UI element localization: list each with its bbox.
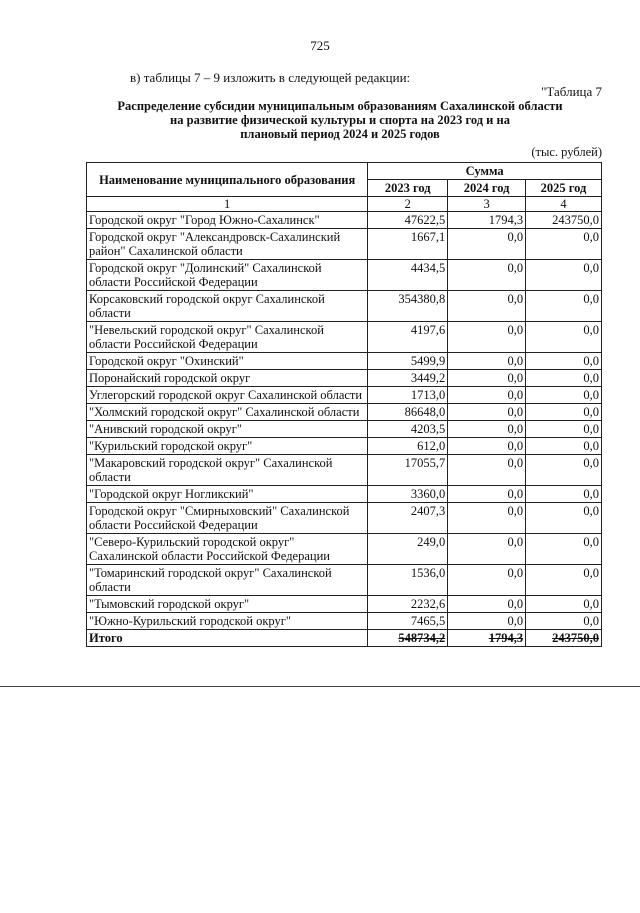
municipality-name: "Северо-Курильский городской округ" Сахалинской области Российской Федерации bbox=[87, 534, 368, 565]
table-row bbox=[87, 565, 602, 596]
value-2025: 0,0 bbox=[526, 404, 602, 421]
table-row bbox=[87, 438, 602, 455]
value-2023: 1536,0 bbox=[368, 565, 448, 596]
value-2024: 1794,3 bbox=[448, 630, 526, 647]
header-year-2023: 2023 год bbox=[368, 180, 448, 197]
value-2024: 1794,3 bbox=[448, 212, 526, 229]
table-row bbox=[87, 387, 602, 404]
value-2023: 47622,5 bbox=[368, 212, 448, 229]
value-2023: 612,0 bbox=[368, 438, 448, 455]
title-line: на развитие физической культуры и спорта на 2023 год и на bbox=[170, 113, 510, 127]
table-row bbox=[87, 291, 602, 322]
value-2023: 1667,1 bbox=[368, 229, 448, 260]
title-line: плановый период 2024 и 2025 годов bbox=[240, 127, 440, 141]
municipality-name: Городской округ "Долинский" Сахалинской области Российской Федерации bbox=[87, 260, 368, 291]
value-2024: 0,0 bbox=[448, 486, 526, 503]
table-row bbox=[87, 370, 602, 387]
value-2025: 0,0 bbox=[526, 596, 602, 613]
value-2023: 249,0 bbox=[368, 534, 448, 565]
header-year-2025: 2025 год bbox=[526, 180, 602, 197]
table-row bbox=[87, 260, 602, 291]
value-2023: 17055,7 bbox=[368, 455, 448, 486]
title-line: Распределение субсидии муниципальным образованиям Сахалинской области bbox=[117, 99, 563, 113]
municipality-name: "Южно-Курильский городской округ" bbox=[87, 613, 368, 630]
value-2025: 0,0 bbox=[526, 387, 602, 404]
value-2025: 0,0 bbox=[526, 353, 602, 370]
municipality-name: "Холмский городской округ" Сахалинской области bbox=[87, 404, 368, 421]
header-sum: Сумма bbox=[368, 163, 602, 180]
value-2024: 0,0 bbox=[448, 438, 526, 455]
value-2024: 0,0 bbox=[448, 404, 526, 421]
table-row bbox=[87, 613, 602, 630]
header-name: Наименование муниципального образования bbox=[87, 163, 368, 197]
value-2025: 0,0 bbox=[526, 260, 602, 291]
value-2025: 243750,0 bbox=[526, 630, 602, 647]
value-2024: 0,0 bbox=[448, 613, 526, 630]
value-2024: 0,0 bbox=[448, 421, 526, 438]
municipality-name: Углегорский городской округ Сахалинской области bbox=[87, 387, 368, 404]
value-2025: 243750,0 bbox=[526, 212, 602, 229]
value-2025: 0,0 bbox=[526, 565, 602, 596]
column-number: 2 bbox=[368, 197, 448, 212]
value-2024: 0,0 bbox=[448, 370, 526, 387]
table-row bbox=[87, 404, 602, 421]
units-label: (тыс. рублей) bbox=[531, 145, 602, 159]
value-2025: 0,0 bbox=[526, 322, 602, 353]
municipality-name: Городской округ "Город Южно-Сахалинск" bbox=[87, 212, 368, 229]
table-reference: "Таблица 7 bbox=[541, 84, 602, 99]
value-2024: 0,0 bbox=[448, 353, 526, 370]
value-2023: 3360,0 bbox=[368, 486, 448, 503]
table-row bbox=[87, 455, 602, 486]
municipality-name: "Курильский городской округ" bbox=[87, 438, 368, 455]
value-2023: 548734,2 bbox=[368, 630, 448, 647]
value-2024: 0,0 bbox=[448, 387, 526, 404]
value-2025: 0,0 bbox=[526, 421, 602, 438]
page-number: 725 bbox=[310, 38, 330, 53]
value-2025: 0,0 bbox=[526, 291, 602, 322]
municipality-name: Поронайский городской округ bbox=[87, 370, 368, 387]
subsidy-table bbox=[86, 162, 602, 647]
table-row bbox=[87, 486, 602, 503]
value-2025: 0,0 bbox=[526, 455, 602, 486]
value-2024: 0,0 bbox=[448, 260, 526, 291]
value-2024: 0,0 bbox=[448, 455, 526, 486]
value-2023: 4434,5 bbox=[368, 260, 448, 291]
value-2025: 0,0 bbox=[526, 534, 602, 565]
value-2023: 2407,3 bbox=[368, 503, 448, 534]
municipality-name: "Тымовский городской округ" bbox=[87, 596, 368, 613]
value-2023: 4203,5 bbox=[368, 421, 448, 438]
value-2025: 0,0 bbox=[526, 370, 602, 387]
municipality-name: "Анивский городской округ" bbox=[87, 421, 368, 438]
total-row bbox=[87, 630, 602, 647]
value-2025: 0,0 bbox=[526, 438, 602, 455]
municipality-name: "Невельский городской округ" Сахалинской области Российской Федерации bbox=[87, 322, 368, 353]
header-year-2024: 2024 год bbox=[448, 180, 526, 197]
value-2024: 0,0 bbox=[448, 322, 526, 353]
table-row bbox=[87, 229, 602, 260]
value-2024: 0,0 bbox=[448, 229, 526, 260]
value-2023: 86648,0 bbox=[368, 404, 448, 421]
table-row bbox=[87, 534, 602, 565]
table-row bbox=[87, 212, 602, 229]
intro-text: в) таблицы 7 – 9 изложить в следующей редакции: bbox=[130, 70, 411, 85]
strike-line bbox=[0, 686, 640, 687]
value-2024: 0,0 bbox=[448, 503, 526, 534]
value-2025: 0,0 bbox=[526, 486, 602, 503]
table-row bbox=[87, 503, 602, 534]
value-2023: 354380,8 bbox=[368, 291, 448, 322]
municipality-name: Корсаковский городской округ Сахалинской области bbox=[87, 291, 368, 322]
column-number: 1 bbox=[87, 197, 368, 212]
value-2025: 0,0 bbox=[526, 613, 602, 630]
value-2023: 1713,0 bbox=[368, 387, 448, 404]
value-2023: 4197,6 bbox=[368, 322, 448, 353]
table-row bbox=[87, 353, 602, 370]
table-row bbox=[87, 421, 602, 438]
value-2024: 0,0 bbox=[448, 534, 526, 565]
municipality-name: Итого bbox=[87, 630, 368, 647]
municipality-name: Городской округ "Александровск-Сахалинский район" Сахалинской области bbox=[87, 229, 368, 260]
value-2024: 0,0 bbox=[448, 565, 526, 596]
column-number: 4 bbox=[526, 197, 602, 212]
municipality-name: "Городской округ Ногликский" bbox=[87, 486, 368, 503]
municipality-name: Городской округ "Смирныховский" Сахалинской области Российской Федерации bbox=[87, 503, 368, 534]
value-2024: 0,0 bbox=[448, 291, 526, 322]
value-2023: 7465,5 bbox=[368, 613, 448, 630]
column-number-row bbox=[87, 197, 602, 212]
value-2025: 0,0 bbox=[526, 229, 602, 260]
value-2023: 3449,2 bbox=[368, 370, 448, 387]
table-row bbox=[87, 322, 602, 353]
municipality-name: Городской округ "Охинский" bbox=[87, 353, 368, 370]
value-2025: 0,0 bbox=[526, 503, 602, 534]
column-number: 3 bbox=[448, 197, 526, 212]
value-2024: 0,0 bbox=[448, 596, 526, 613]
municipality-name: "Макаровский городской округ" Сахалинской области bbox=[87, 455, 368, 486]
value-2023: 2232,6 bbox=[368, 596, 448, 613]
value-2023: 5499,9 bbox=[368, 353, 448, 370]
table-title bbox=[90, 99, 590, 141]
municipality-name: "Томаринский городской округ" Сахалинской области bbox=[87, 565, 368, 596]
table-row bbox=[87, 596, 602, 613]
